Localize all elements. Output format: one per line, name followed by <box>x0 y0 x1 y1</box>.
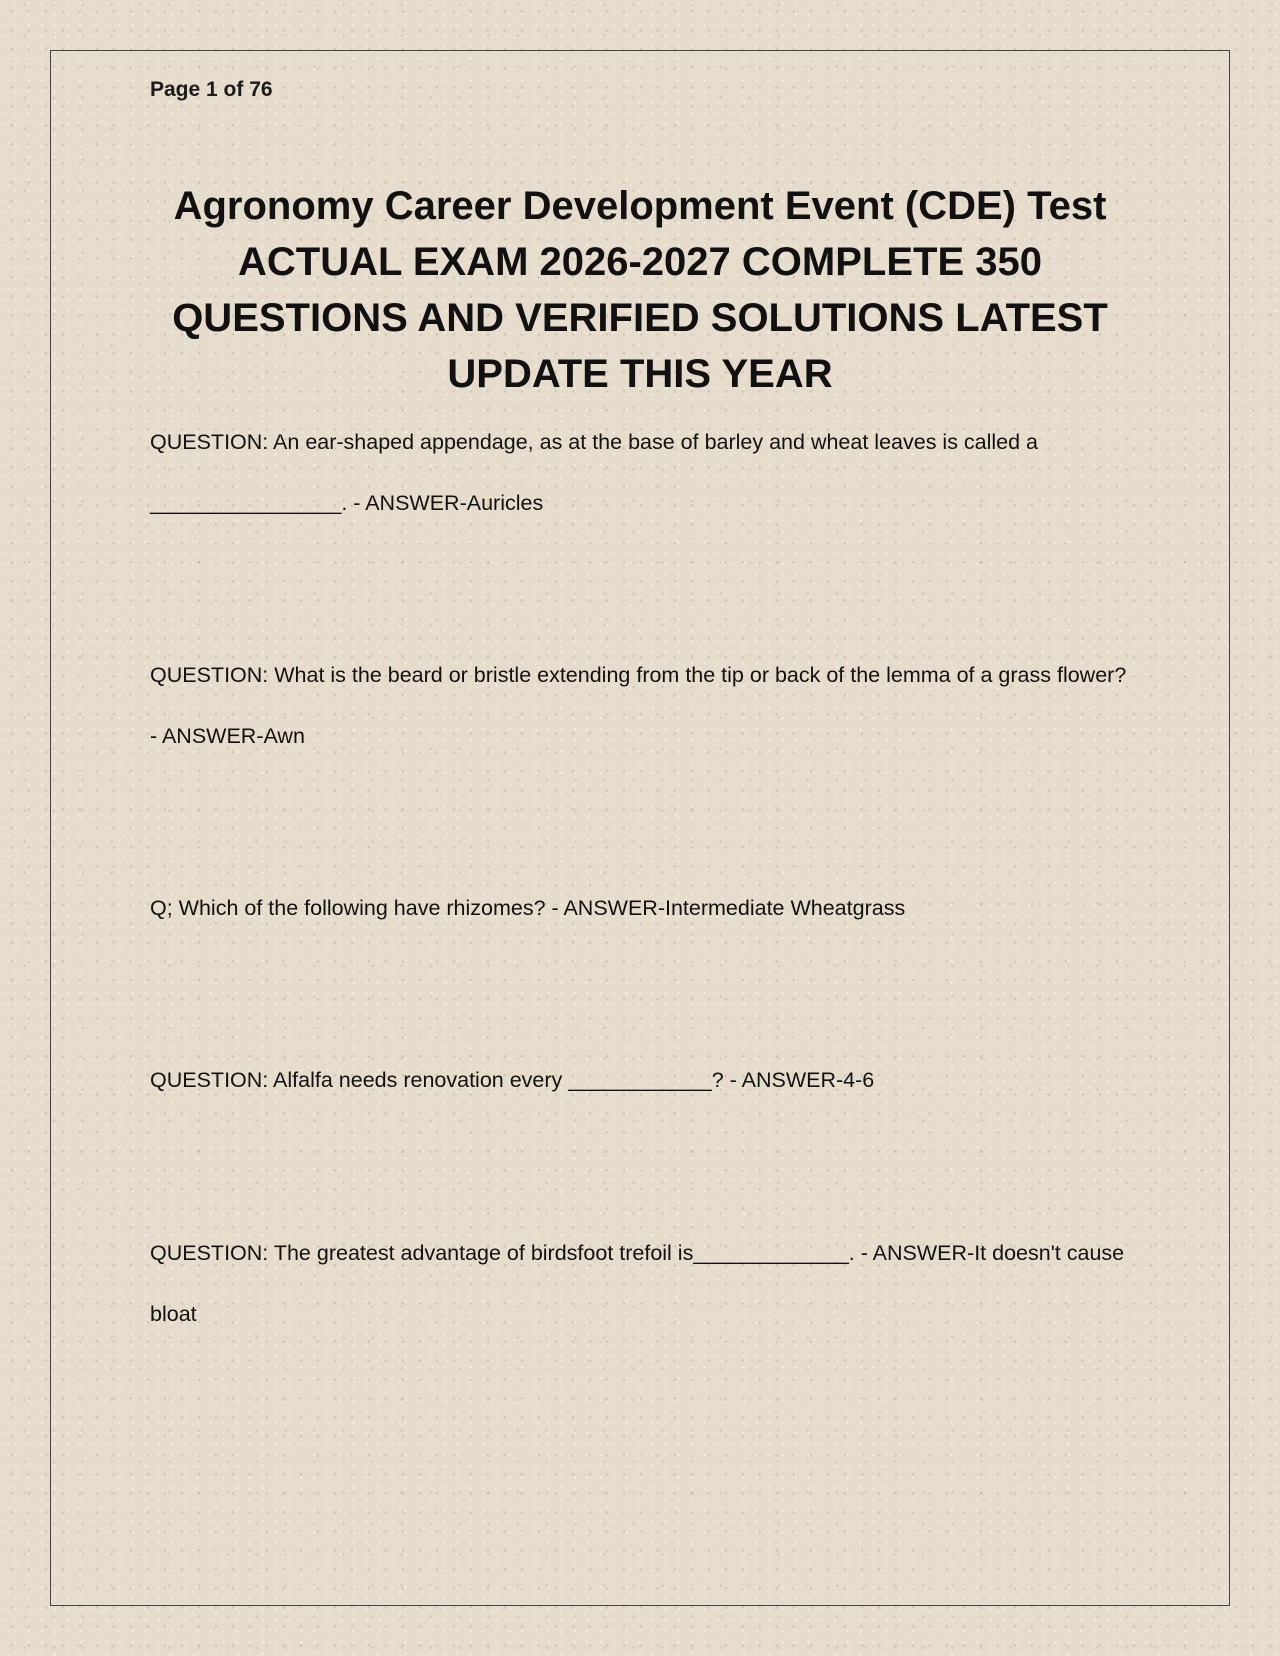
question-item-4 <box>150 1050 1130 1111</box>
page-number: Page 1 of 76 <box>150 78 273 101</box>
question-text: Q; Which of the following have rhizomes? - ANSWER-Intermediate Wheatgrass <box>150 896 906 920</box>
question-item-3 <box>150 878 1130 939</box>
question-item-5 <box>150 1223 1130 1345</box>
question-item-1 <box>150 412 1130 534</box>
question-text: QUESTION: An ear-shaped appendage, as at the base of barley and wheat leaves is called a ________________. - ANSWER-Auricles <box>150 430 1045 515</box>
document-title: Agronomy Career Development Event (CDE) Test ACTUAL EXAM 2026-2027 COMPLETE 350 QUESTIONS AND VERIFIED SOLUTIONS LATEST UPDATE THIS YEAR <box>172 184 1108 396</box>
question-item-2 <box>150 645 1133 767</box>
question-text: QUESTION: Alfalfa needs renovation every ____________? - ANSWER-4-6 <box>150 1068 875 1092</box>
question-text: QUESTION: The greatest advantage of birdsfoot trefoil is_____________. - ANSWER-It doesn't cause bloat <box>150 1241 1131 1326</box>
question-text: QUESTION: What is the beard or bristle extending from the tip or back of the lemma of a grass flower? - ANSWER-Awn <box>150 663 1133 748</box>
